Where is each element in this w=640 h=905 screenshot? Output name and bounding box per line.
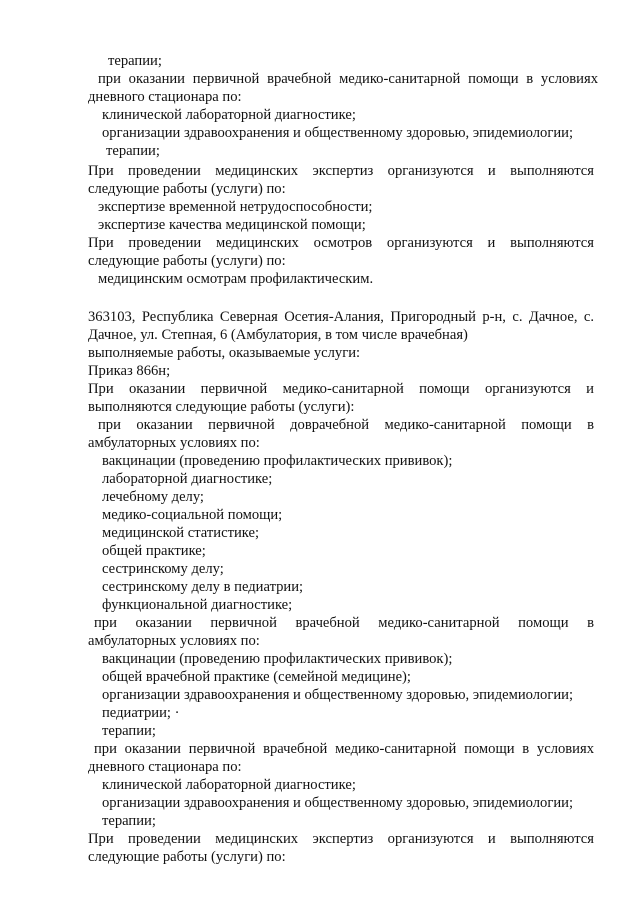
text-line: терапии; bbox=[102, 723, 156, 739]
text-line: дневного стационара по: bbox=[88, 759, 242, 775]
text-line: медицинским осмотрам профилактическим. bbox=[98, 271, 374, 287]
text-line: амбулаторных условиях по: bbox=[88, 633, 260, 649]
text-line: при оказании первичной врачебной медико-санитарной помощи в условиях bbox=[98, 71, 598, 87]
text-line: При проведении медицинских осмотров организуются и выполняются bbox=[88, 235, 594, 251]
text-line: медицинской статистике; bbox=[102, 525, 260, 541]
text-line: выполняются следующие работы (услуги): bbox=[88, 399, 355, 415]
text-line: общей врачебной практике (семейной медицине); bbox=[102, 669, 411, 685]
text-line: клинической лабораторной диагностике; bbox=[102, 777, 356, 793]
text-line: лабораторной диагностике; bbox=[102, 471, 273, 487]
text-line: лечебному делу; bbox=[102, 489, 204, 505]
text-line: общей практике; bbox=[102, 543, 206, 559]
text-line: педиатрии; · bbox=[102, 705, 180, 721]
text-line: терапии; bbox=[108, 53, 162, 69]
text-line: терапии; bbox=[102, 813, 156, 829]
text-line: клинической лабораторной диагностике; bbox=[102, 107, 356, 123]
text-line: дневного стационара по: bbox=[88, 89, 242, 105]
text-line: медико-социальной помощи; bbox=[102, 507, 283, 523]
text-line: следующие работы (услуги) по: bbox=[88, 181, 286, 197]
text-line: организации здравоохранения и общественному здоровью, эпидемиологии; bbox=[102, 125, 574, 141]
text-line: сестринскому делу; bbox=[102, 561, 224, 577]
text-line: выполняемые работы, оказываемые услуги: bbox=[88, 345, 361, 361]
text-line: организации здравоохранения и общественному здоровью, эпидемиологии; bbox=[102, 795, 574, 811]
text-line: экспертизе качества медицинской помощи; bbox=[98, 217, 366, 233]
text-line: Дачное, ул. Степная, 6 (Амбулатория, в том числе врачебная) bbox=[88, 327, 468, 343]
text-line: вакцинации (проведению профилактических прививок); bbox=[102, 453, 453, 469]
text-line: при оказании первичной врачебной медико-санитарной помощи в условиях bbox=[94, 741, 594, 757]
text-line: организации здравоохранения и общественному здоровью, эпидемиологии; bbox=[102, 687, 574, 703]
text-line: амбулаторных условиях по: bbox=[88, 435, 260, 451]
text-line: экспертизе временной нетрудоспособности; bbox=[98, 199, 373, 215]
text-line: терапии; bbox=[106, 143, 160, 159]
text-line: вакцинации (проведению профилактических прививок); bbox=[102, 651, 453, 667]
text-line: следующие работы (услуги) по: bbox=[88, 253, 286, 269]
text-line: При проведении медицинских экспертиз организуются и выполняются bbox=[88, 163, 594, 179]
text-line: сестринскому делу в педиатрии; bbox=[102, 579, 304, 595]
text-line: При оказании первичной медико-санитарной помощи организуются и bbox=[88, 381, 594, 397]
text-line: При проведении медицинских экспертиз организуются и выполняются bbox=[88, 831, 594, 847]
text-line: следующие работы (услуги) по: bbox=[88, 849, 286, 865]
text-line: функциональной диагностике; bbox=[102, 597, 293, 613]
text-line: 363103, Республика Северная Осетия-Алания, Пригородный р-н, с. Дачное, с. bbox=[88, 309, 594, 325]
text-line: при оказании первичной врачебной медико-санитарной помощи в bbox=[94, 615, 594, 631]
text-line: Приказ 866н; bbox=[88, 363, 171, 379]
text-line: при оказании первичной доврачебной медико-санитарной помощи в bbox=[98, 417, 594, 433]
